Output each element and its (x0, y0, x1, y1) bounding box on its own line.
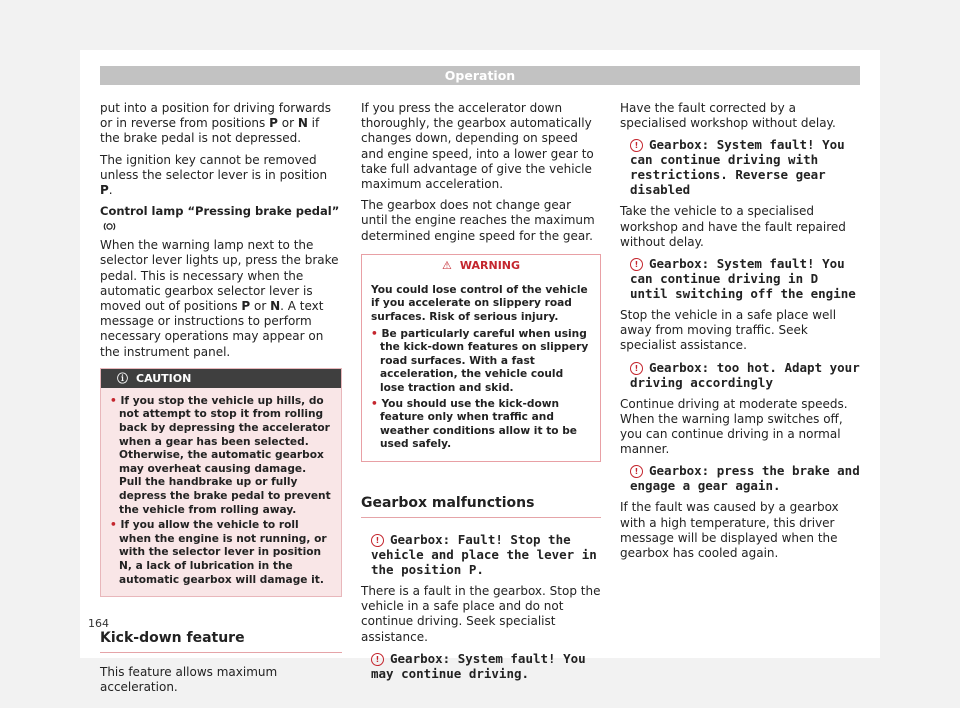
paragraph: Continue driving at moderate speeds. When the warning lamp switches off, you can continue driving in a normal manner. (620, 396, 848, 457)
kickdown-section-title: Kick-down feature (100, 625, 342, 653)
paragraph: put into a position for driving forwards or in reverse from positions P or N if the brake pedal is not depressed. (100, 101, 331, 146)
warning-lamp-icon: ! (630, 258, 643, 271)
paragraph: This feature allows maximum acceleration. (100, 665, 278, 695)
warning-triangle-icon: ⚠ (441, 259, 452, 273)
warning-bullet: • Be particularly careful when using the kick-down features on slippery road surfaces. With a fast acceleration, the vehicle could lose traction and skid. (371, 327, 589, 394)
column-3 (620, 101, 860, 567)
page-header: Operation (100, 66, 860, 85)
control-lamp-heading: Control lamp “Pressing brake pedal” (100, 204, 342, 234)
column-1 (100, 101, 342, 702)
caution-bullet: • If you stop the vehicle up hills, do not attempt to stop it from rolling back by depressing the accelerator when a gear has been selected. Otherwise, the automatic gearbox may overheat causing damage. Pull the handbrake up or fully depress the brake pedal to prevent the vehicle from rolling away. (110, 394, 331, 516)
paragraph: If the fault was caused by a gearbox with a high temperature, this driver message will be displayed when the gearbox has cooled again. (620, 500, 839, 561)
paragraph: When the warning lamp next to the selector lever lights up, press the brake pedal. This is necessary when the automatic gearbox selector lever is moved out of positions P or N. A text message or instructions to perform necessary operations may appear on the instrument panel. (100, 238, 339, 359)
warning-lamp-icon: ! (371, 653, 384, 666)
driver-message: ! Gearbox: System fault! You can continue driving in D until switching off the engine (630, 256, 856, 302)
page-number: 164 (88, 617, 109, 630)
warning-box (361, 254, 601, 462)
column-2 (361, 101, 601, 688)
paragraph: Have the fault corrected by a specialised workshop without delay. (620, 101, 836, 131)
driver-message: ! Gearbox: Fault! Stop the vehicle and place the lever in the position P. (371, 531, 597, 577)
paragraph: If you press the accelerator down thoroughly, the gearbox automatically changes down, depending on speed and engine speed, into a lower gear to take full advantage of give the vehicle maximum acceleration. (361, 101, 594, 192)
info-circle-icon: ⓘ (117, 371, 128, 385)
paragraph: Take the vehicle to a specialised workshop and have the fault repaired without delay. (620, 204, 846, 249)
warning-lamp-icon: ! (630, 362, 643, 375)
driver-message: ! Gearbox: System fault! You may continue driving. (371, 650, 586, 681)
driver-message: ! Gearbox: press the brake and engage a gear again. (630, 463, 860, 494)
warning-lamp-icon: ! (630, 139, 643, 152)
caution-box (100, 368, 342, 597)
driver-message: ! Gearbox: too hot. Adapt your driving accordingly (630, 359, 860, 390)
paragraph: The ignition key cannot be removed unless the selector lever is in position P. (100, 152, 328, 198)
brake-pedal-lamp-icon (103, 222, 116, 231)
paragraph: There is a fault in the gearbox. Stop the vehicle in a safe place and do not continue driving. Seek specialist assistance. (361, 583, 601, 644)
warning-header: ⚠ WARNING (362, 255, 600, 277)
paragraph: Stop the vehicle in a safe place well away from moving traffic. Seek specialist assistance. (620, 308, 837, 353)
warning-bullet: • You should use the kick-down feature only when traffic and weather conditions allow it to be used safely. (371, 397, 577, 451)
warning-lamp-icon: ! (371, 534, 384, 547)
caution-bullet: • If you allow the vehicle to roll when the engine is not running, or with the selector lever in position N, a lack of lubrication in the automatic gearbox will damage it. (110, 519, 327, 586)
warning-intro: You could lose control of the vehicle if you accelerate on slippery road surfaces. Risk of serious injury. (371, 283, 588, 324)
gearbox-malfunctions-title: Gearbox malfunctions (361, 490, 601, 518)
caution-header: ⓘ CAUTION (101, 369, 341, 388)
warning-lamp-icon: ! (630, 465, 643, 478)
paragraph: The gearbox does not change gear until the engine reaches the maximum determined engine speed for the gear. (361, 198, 595, 243)
driver-message: ! Gearbox: System fault! You can continue driving with restrictions. Reverse gear disabled (630, 137, 845, 198)
